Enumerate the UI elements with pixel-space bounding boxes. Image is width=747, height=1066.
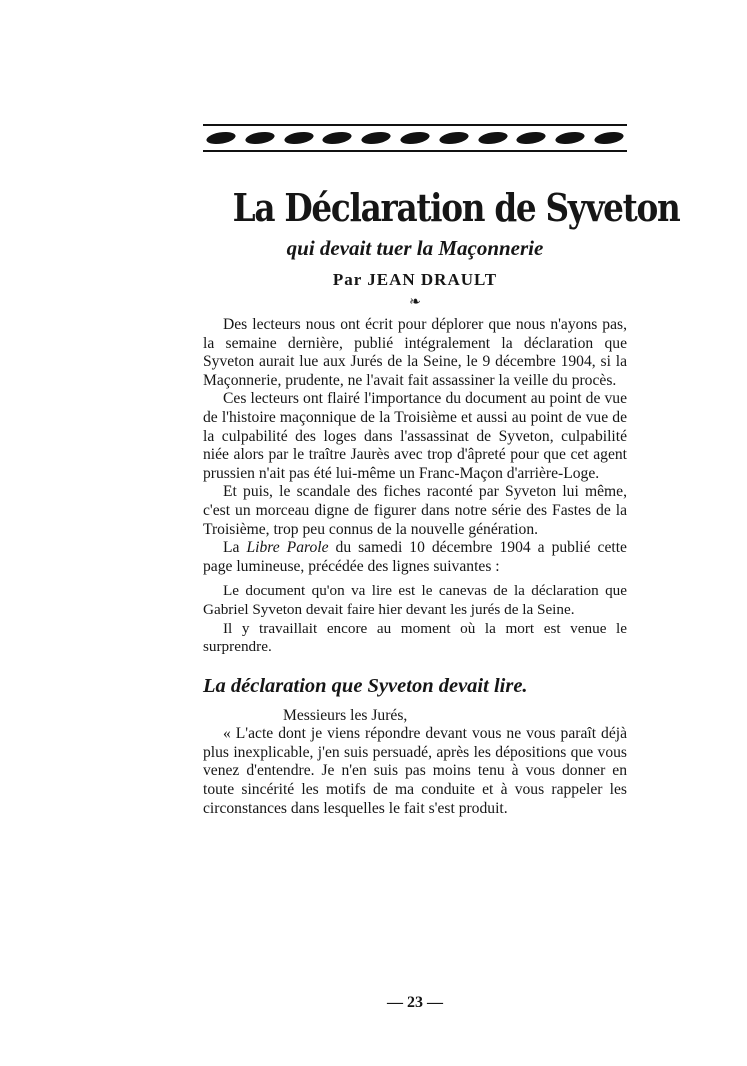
quote-paragraph-1: Le document qu'on va lire est le canevas de la déclaration que Gabriel Syveton devait faire hier devant les jurés de la Seine. bbox=[203, 582, 627, 618]
leaf-ornament-icon bbox=[554, 132, 586, 144]
ornament-leaf-band bbox=[203, 128, 627, 148]
leaf-ornament-icon bbox=[282, 132, 314, 144]
leaf-ornament-icon bbox=[438, 132, 470, 144]
quote-paragraph-2: Il y travaillait encore au moment où la mort est venue le surprendre. bbox=[203, 619, 627, 656]
fleuron-icon: ❧ bbox=[409, 295, 421, 310]
page-number: — 23 — bbox=[387, 994, 443, 1011]
ornament-rule-top bbox=[203, 124, 627, 126]
declaration-paragraph: « L'acte dont je viens répondre devant vous ne vous paraît déjà plus inexplicable, j'en suis persuadé, après les dépositions que vous venez d'entendre. Je n'en suis pas moins tenu à vous donner en toute sincérité les motifs de ma conduite et à vous rappeler les circonstances dans lesquelles le fait s'est produit. bbox=[203, 725, 627, 817]
leaf-ornament-icon bbox=[593, 132, 625, 144]
leaf-ornament-icon bbox=[321, 132, 353, 144]
article-subtitle: qui devait tuer la Maçonnerie bbox=[286, 236, 544, 260]
page-content bbox=[203, 118, 680, 1011]
leaf-ornament-icon bbox=[244, 132, 276, 144]
quoted-notice bbox=[203, 582, 627, 656]
leaf-ornament-icon bbox=[205, 132, 237, 144]
section-heading: La déclaration que Syveton devait lire. bbox=[203, 674, 528, 697]
salutation: Messieurs les Jurés, bbox=[283, 706, 408, 724]
leaf-ornament-icon bbox=[515, 132, 547, 144]
article-title: La Déclaration de Syveton bbox=[232, 185, 680, 230]
header-ornament bbox=[203, 118, 627, 160]
paragraph-4: La Libre Parole du samedi 10 décembre 1904 a publié cette page lumineuse, précédée des lignes suivantes : bbox=[203, 539, 627, 575]
leaf-ornament-icon bbox=[360, 132, 392, 144]
leaf-ornament-icon bbox=[399, 132, 431, 144]
ornament-rule-bottom bbox=[203, 150, 627, 152]
article-byline: Par JEAN DRAULT bbox=[332, 270, 498, 289]
newspaper-title: Libre Parole bbox=[246, 539, 329, 557]
paragraph-2: Ces lecteurs ont flairé l'importance du document au point de vue de l'histoire maçonnique de la Troisième et aussi au point de vue de la culpabilité des loges dans l'assassinat de Syveton, culpabilité niée alors par le traître Jaurès avec trop d'âpreté pour que cet agent prussien n'ait pas été lui-même un Franc-Maçon d'arrière-Loge. bbox=[203, 390, 627, 482]
paragraph-1: Des lecteurs nous ont écrit pour déplorer que nous n'ayons pas, la semaine dernière, publié intégralement la déclaration que Syveton aurait lue aux Jurés de la Seine, le 9 décembre 1904, si la Maçonnerie, prudente, ne l'avait fait assassiner la veille du procès. bbox=[203, 316, 627, 389]
paragraph-3: Et puis, le scandale des fiches raconté par Syveton lui même, c'est un morceau digne de figurer dans notre série des Fastes de la Troisième, trop peu connus de la nouvelle génération. bbox=[203, 483, 627, 538]
leaf-ornament-icon bbox=[476, 132, 508, 144]
